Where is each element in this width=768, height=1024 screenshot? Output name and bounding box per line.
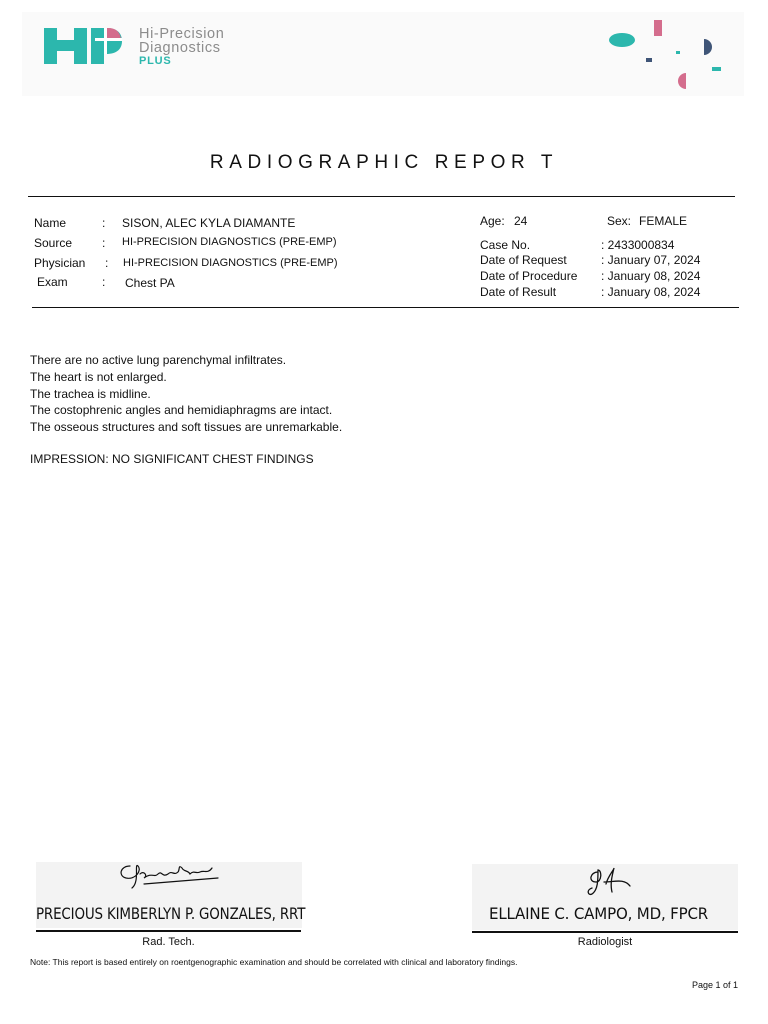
tech-name: PRECIOUS KIMBERLYN P. GONZALES, RRT — [36, 904, 306, 923]
title-divider — [28, 196, 735, 197]
decorative-shapes — [600, 16, 730, 92]
physician-separator: : — [105, 256, 109, 270]
case-no-value: : 2433000834 — [601, 238, 675, 252]
brand-name-line2: Diagnostics — [139, 40, 221, 56]
finding-line: The trachea is midline. — [30, 387, 151, 401]
brand-plus-label: PLUS — [139, 55, 172, 67]
physician-value: HI-PRECISION DIAGNOSTICS (PRE-EMP) — [123, 257, 338, 269]
exam-separator: : — [102, 275, 106, 289]
sex-value: FEMALE — [639, 214, 688, 228]
name-separator: : — [102, 216, 106, 230]
report-title: RADIOGRAPHIC REPOR T — [209, 152, 559, 173]
brand-name-line1: Hi-Precision — [139, 26, 225, 42]
source-label: Source — [34, 236, 73, 250]
finding-line: The osseous structures and soft tissues are unremarkable. — [30, 420, 343, 434]
case-no-label: Case No. — [480, 238, 531, 252]
sex-label: Sex: — [607, 214, 632, 228]
disclaimer-note: Note: This report is based entirely on roentgenographic examination and should be correlated with clinical and laboratory findings. — [30, 957, 518, 967]
radiologist-signature — [584, 864, 638, 898]
date-of-request-value: : January 07, 2024 — [601, 253, 701, 267]
physician-label: Physician — [34, 256, 86, 270]
info-divider — [32, 307, 739, 308]
patient-name: SISON, ALEC KYLA DIAMANTE — [122, 216, 296, 230]
tech-role: Rad. Tech. — [142, 936, 195, 948]
date-of-procedure-label: Date of Procedure — [480, 269, 578, 283]
date-of-result-label: Date of Result — [480, 285, 557, 299]
hp-logo-mark — [44, 26, 122, 64]
source-separator: : — [102, 236, 106, 250]
date-of-result-value: : January 08, 2024 — [601, 285, 701, 299]
page-number: Page 1 of 1 — [691, 980, 738, 990]
radiologist-signature-line — [472, 931, 738, 933]
finding-line: There are no active lung parenchymal infiltrates. — [30, 353, 287, 367]
radiologist-role: Radiologist — [577, 936, 633, 948]
impression: IMPRESSION: NO SIGNIFICANT CHEST FINDINGS — [30, 452, 314, 466]
exam-label: Exam — [37, 275, 68, 289]
date-of-request-label: Date of Request — [480, 253, 567, 267]
age-label: Age: — [480, 214, 505, 228]
exam-value: Chest PA — [125, 276, 175, 290]
finding-line: The costophrenic angles and hemidiaphragms are intact. — [30, 403, 333, 417]
source-value: HI-PRECISION DIAGNOSTICS (PRE-EMP) — [122, 236, 337, 248]
tech-signature-line — [36, 930, 301, 932]
age-value: 24 — [514, 214, 528, 228]
tech-signature — [118, 860, 222, 890]
finding-line: The heart is not enlarged. — [30, 370, 167, 384]
date-of-procedure-value: : January 08, 2024 — [601, 269, 701, 283]
radiologist-name: ELLAINE C. CAMPO, MD, FPCR — [489, 904, 709, 923]
name-label: Name — [34, 216, 67, 230]
